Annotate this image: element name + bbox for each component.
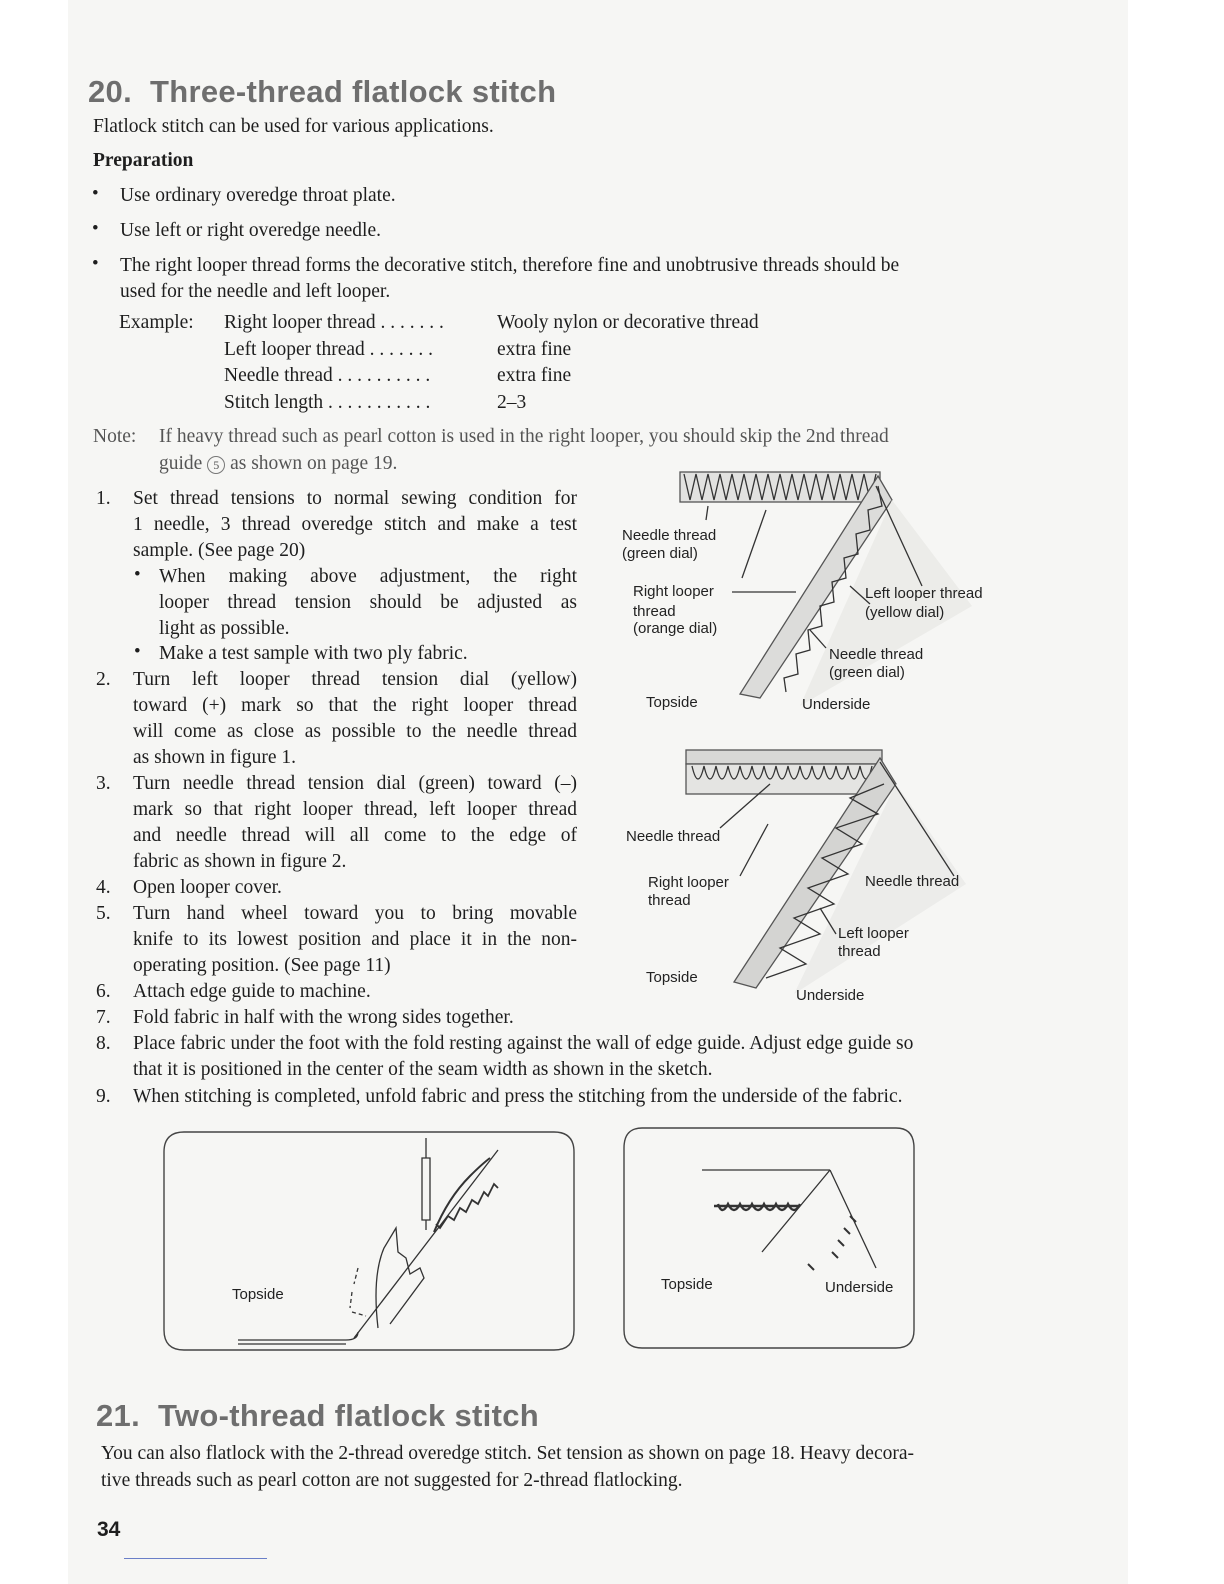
fig1-right-looper-label: Right looper xyxy=(633,583,714,600)
step-number: 8. xyxy=(96,1033,111,1054)
intro-text: Flatlock stitch can be used for various applications. xyxy=(93,116,494,137)
fig1-needle-thread-under-label: Needle thread xyxy=(829,646,924,663)
step-line: will come as close as possible to the needle thread xyxy=(133,721,577,742)
step-number: 3. xyxy=(96,773,111,794)
step-line: Fold fabric in half with the wrong sides together. xyxy=(133,1007,514,1028)
step-line: mark so that right looper thread, left looper thread xyxy=(133,799,577,820)
step-line: fabric as shown in figure 2. xyxy=(133,851,347,872)
sketch1-topside-label: Topside xyxy=(232,1286,284,1303)
section-21-text-line: tive threads such as pearl cotton are not suggested for 2-thread flatlocking. xyxy=(101,1470,683,1491)
step-line: toward (+) mark so that the right looper thread xyxy=(133,695,577,716)
step-line: and needle thread will all come to the edge of xyxy=(133,825,577,846)
fig2-needle-thread-under-label: Needle thread xyxy=(865,873,960,890)
step-line: as shown in figure 1. xyxy=(133,747,297,768)
step-line: Attach edge guide to machine. xyxy=(133,981,371,1002)
fig1-left-looper-label: Left looper thread xyxy=(865,585,983,602)
bullet-icon: • xyxy=(92,218,99,239)
step-line: When stitching is completed, unfold fabric and press the stitching from the underside of the fabric. xyxy=(133,1086,903,1107)
fig2-left-looper-thread: thread xyxy=(838,943,881,960)
fig1-needle-thread-under-dial: (green dial) xyxy=(829,664,905,681)
section-20-heading xyxy=(88,74,556,110)
section-20-number: 20. xyxy=(88,74,132,109)
sub-step-line: light as possible. xyxy=(159,618,290,639)
step-number: 7. xyxy=(96,1007,111,1028)
note-page-ref: as shown on page 19. xyxy=(230,453,398,474)
sketch-unfolded-fabric xyxy=(618,1124,920,1354)
step-line: sample. (See page 20) xyxy=(133,540,306,561)
bullet-text-continued: used for the needle and left looper. xyxy=(120,281,391,302)
step-number: 9. xyxy=(96,1086,111,1107)
bullet-icon: • xyxy=(92,253,99,274)
step-line: operating position. (See page 11) xyxy=(133,955,391,976)
step-line: that it is positioned in the center of the seam width as shown in the sketch. xyxy=(133,1059,713,1080)
step-line: Turn left looper thread tension dial (yellow) xyxy=(133,669,577,690)
note-guide-text: guide xyxy=(159,453,203,474)
fig1-needle-thread-dial: (green dial) xyxy=(622,545,698,562)
step-number: 1. xyxy=(96,488,111,509)
step-line: knife to its lowest position and place it in the non- xyxy=(133,929,577,950)
footer-rule xyxy=(124,1558,267,1559)
example-item: Needle thread . . . . . . . . . . xyxy=(224,365,431,386)
note-label: Note: xyxy=(93,426,137,447)
step-number: 6. xyxy=(96,981,111,1002)
sub-step-line: When making above adjustment, the right xyxy=(159,566,577,587)
note-line-1: If heavy thread such as pearl cotton is used in the right looper, you should skip the 2nd thread xyxy=(159,426,889,447)
section-21-text-line: You can also flatlock with the 2-thread overedge stitch. Set tension as shown on page 18. Heavy decora- xyxy=(101,1443,915,1464)
fig1-topside-label: Topside xyxy=(646,694,698,711)
example-item: Left looper thread . . . . . . . xyxy=(224,339,434,360)
fig1-left-looper-dial: (yellow dial) xyxy=(865,604,945,621)
step-number: 4. xyxy=(96,877,111,898)
fig2-left-looper-label: Left looper xyxy=(838,925,909,942)
example-item: Stitch length . . . . . . . . . . . xyxy=(224,392,431,413)
preparation-heading: Preparation xyxy=(93,150,194,171)
step-number: 2. xyxy=(96,669,111,690)
fig1-underside-label: Underside xyxy=(802,696,871,713)
fig2-right-looper-label: Right looper xyxy=(648,874,729,891)
fig2-needle-thread-label: Needle thread xyxy=(626,828,721,845)
example-value: extra fine xyxy=(497,339,572,360)
example-value: extra fine xyxy=(497,365,572,386)
fig2-underside-label: Underside xyxy=(796,987,865,1004)
example-item: Right looper thread . . . . . . . xyxy=(224,312,444,333)
section-20-title: Three-thread flatlock stitch xyxy=(150,74,557,109)
step-line: Turn needle thread tension dial (green) toward (–) xyxy=(133,773,577,794)
step-line: Place fabric under the foot with the fold resting against the wall of edge guide. Adjust edge guide so xyxy=(133,1033,914,1054)
fig1-right-looper-dial: (orange dial) xyxy=(633,620,718,637)
fig2-topside-label: Topside xyxy=(646,969,698,986)
fig1-needle-thread-label: Needle thread xyxy=(622,527,717,544)
page-number: 34 xyxy=(97,1518,121,1541)
bullet-text: Use ordinary overedge throat plate. xyxy=(120,185,396,206)
note-line-2 xyxy=(159,451,397,477)
bullet-icon: • xyxy=(134,641,141,662)
example-label: Example: xyxy=(119,312,194,333)
example-value: 2–3 xyxy=(497,392,527,413)
bullet-icon: • xyxy=(92,183,99,204)
sub-step-line: looper thread tension should be adjusted as xyxy=(159,592,577,613)
sketch-edge-guide xyxy=(158,1128,580,1360)
step-line: Set thread tensions to normal sewing condition for xyxy=(133,488,577,509)
bullet-text: The right looper thread forms the decorative stitch, therefore fine and unobtrusive threads should be xyxy=(120,255,900,276)
step-line: Open looper cover. xyxy=(133,877,282,898)
fig2-right-looper-thread: thread xyxy=(648,892,691,909)
step-line: 1 needle, 3 thread overedge stitch and make a test xyxy=(133,514,577,535)
section-21-heading xyxy=(96,1398,539,1434)
example-value: Wooly nylon or decorative thread xyxy=(497,312,759,333)
guide-number-circle: 5 xyxy=(207,456,225,474)
bullet-icon: • xyxy=(134,564,141,585)
bullet-text: Use left or right overedge needle. xyxy=(120,220,381,241)
step-number: 5. xyxy=(96,903,111,924)
step-line: Turn hand wheel toward you to bring movable xyxy=(133,903,577,924)
section-21-number: 21. xyxy=(96,1398,140,1433)
sketch2-underside-label: Underside xyxy=(825,1279,894,1296)
section-21-title: Two-thread flatlock stitch xyxy=(158,1398,539,1433)
fig1-right-looper-thread: thread xyxy=(633,603,676,620)
sub-step-line: Make a test sample with two ply fabric. xyxy=(159,643,468,664)
sketch2-topside-label: Topside xyxy=(661,1276,713,1293)
